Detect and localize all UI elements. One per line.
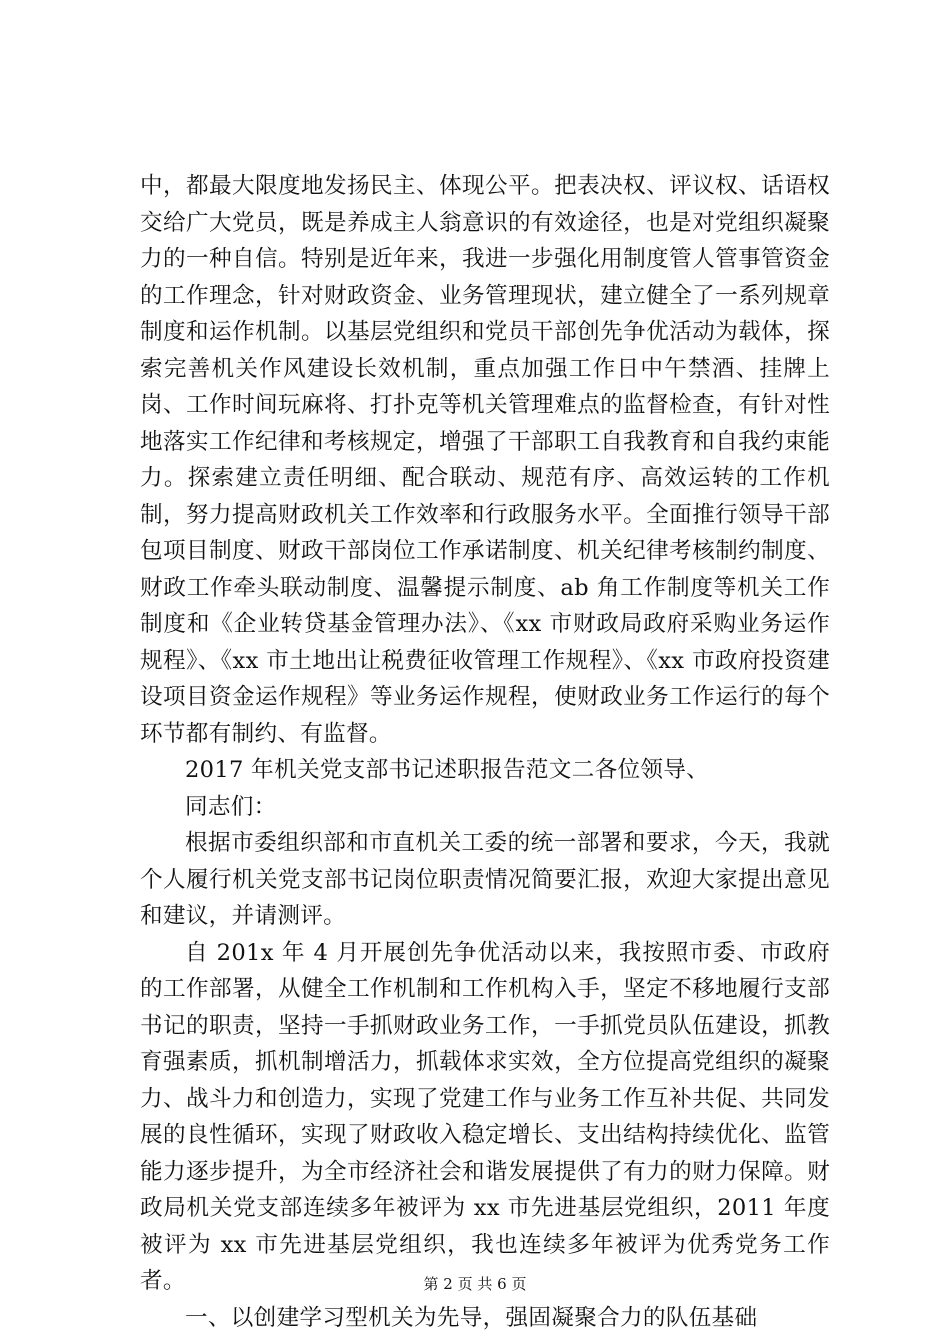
paragraph-summary: 自 201x 年 4 月开展创先争优活动以来，我按照市委、市政府的工作部署，从健全工作机制和工作机构入手，坚定不移地履行支部书记的职责，坚持一手抓财政业务工作，一手抓党员队伍建设，抓教育强素质，抓机制增活力，抓载体求实效，全方位提高党组织的凝聚力、战斗力和创造力，实现了党建工作与业务工作互补共促、共同发展的良性循环，实现了财政收入稳定增长、支出结构持续优化、监管能力逐步提升，为全市经济社会和谐发展提供了有力的财力保障。财政局机关党支部连续多年被评为 xx 市先进基层党组织，2011 年度被评为 xx 市先进基层党组织，我也连续多年被评为优秀党务工作者。: [140, 939, 830, 1294]
document-body: [140, 168, 830, 1336]
paragraph-salutation: 同志们：: [185, 793, 277, 820]
paragraph-continuation: 中，都最大限度地发扬民主、体现公平。把表决权、评议权、话语权交给广大党员，既是养成主人翁意识的有效途径，也是对党组织凝聚力的一种自信。特别是近年来，我进一步强化用制度管人管事管资金的工作理念，针对财政资金、业务管理现状，建立健全了一系列规章制度和运作机制。以基层党组织和党员干部创先争优活动为载体，探索完善机关作风建设长效机制，重点加强工作日中午禁酒、挂牌上岗、工作时间玩麻将、打扑克等机关管理难点的监督检查，有针对性地落实工作纪律和考核规定，增强了干部职工自我教育和自我约束能力。探索建立责任明细、配合联动、规范有序、高效运转的工作机制，努力提高财政机关工作效率和行政服务水平。全面推行领导干部包项目制度、财政干部岗位工作承诺制度、机关纪律考核制约制度、财政工作牵头联动制度、温馨提示制度、ab 角工作制度等机关工作制度和《企业转贷基金管理办法》、《xx 市财政局政府采购业务运作规程》、《xx 市土地出让税费征收管理工作规程》、《xx 市政府投资建设项目资金运作规程》等业务运作规程，使财政业务工作运行的每个环节都有制约、有监督。: [140, 173, 830, 747]
paragraph-report-title: 2017 年机关党支部书记述职报告范文二各位领导、: [185, 757, 710, 783]
paragraph-intro: 根据市委组织部和市直机关工委的统一部署和要求，今天，我就个人履行机关党支部书记岗位职责情况简要汇报，欢迎大家提出意见和建议，并请测评。: [140, 830, 830, 929]
section-heading-1: 一、以创建学习型机关为先导，强固凝聚合力的队伍基础: [185, 1304, 758, 1331]
page-number-footer: 第 2 页 共 6 页: [423, 1275, 527, 1293]
